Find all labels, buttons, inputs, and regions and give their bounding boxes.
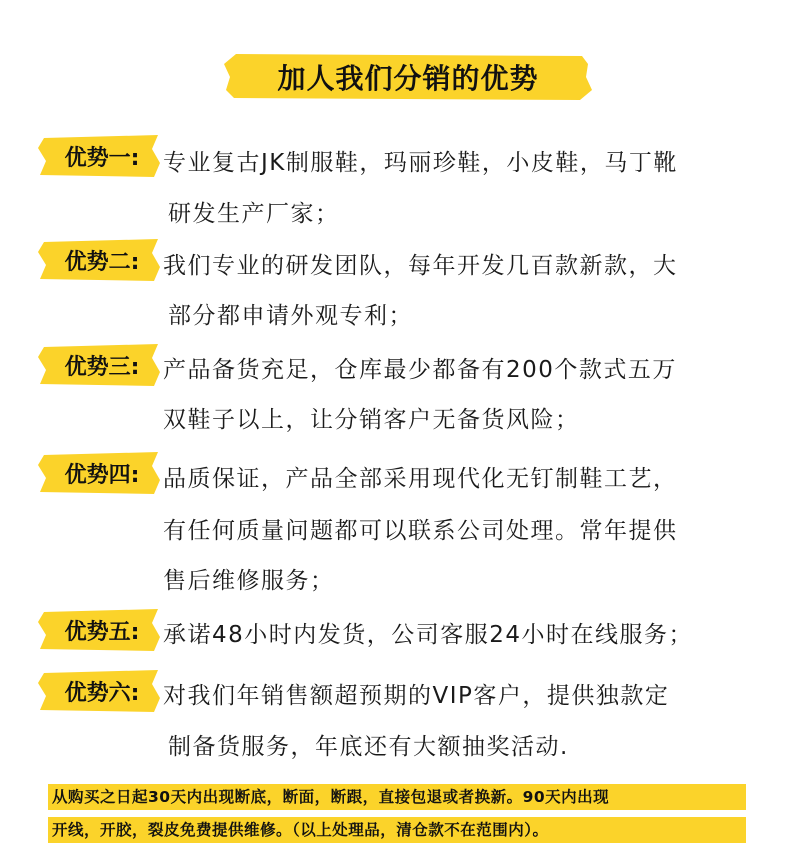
title-banner xyxy=(222,52,594,102)
advantage-tag xyxy=(38,135,162,177)
advantage-text-line: 专业复古JK制服鞋，玛丽珍鞋，小皮鞋，马丁靴 xyxy=(163,150,678,176)
advantage-tag xyxy=(38,239,162,281)
advantage-text-line: 产品备货充足，仓库最少都备有200个款式五万 xyxy=(163,357,677,383)
advantage-text-line: 部分都申请外观专利； xyxy=(168,303,413,329)
advantage-tag xyxy=(38,670,162,712)
advantage-text-line: 售后维修服务； xyxy=(163,568,335,594)
advantage-tag-label: 优势二: xyxy=(64,249,140,275)
advantage-text-line: 双鞋子以上，让分销客户无备货风险； xyxy=(163,407,580,433)
advantage-tag xyxy=(38,344,162,386)
advantage-tag xyxy=(38,452,162,494)
advantage-text-line: 对我们年销售额超预期的VIP客户，提供独款定 xyxy=(163,683,670,709)
advantage-text-line: 承诺48小时内发货，公司客服24小时在线服务； xyxy=(163,622,694,648)
warranty-note-line: 开线，开胶，裂皮免费提供维修。（以上处理品，清仓款不在范围内）。 xyxy=(48,817,746,843)
advantage-tag-label: 优势一: xyxy=(64,145,140,171)
warranty-note-line: 从购买之日起30天内出现断底，断面，断跟，直接包退或者换新。90天内出现 xyxy=(48,784,746,810)
advantage-text-line: 有任何质量问题都可以联系公司处理。常年提供 xyxy=(163,518,678,544)
advantage-text-line: 我们专业的研发团队，每年开发几百款新款，大 xyxy=(163,253,678,279)
advantage-tag xyxy=(38,609,162,651)
advantage-text-line: 品质保证，产品全部采用现代化无钉制鞋工艺， xyxy=(163,466,678,492)
advantage-text-line: 研发生产厂家； xyxy=(168,201,340,227)
advantage-tag-label: 优势五: xyxy=(64,619,140,645)
advantage-tag-label: 优势四: xyxy=(64,462,140,488)
advantage-text-line: 制备货服务，年底还有大额抽奖活动. xyxy=(168,734,569,760)
page-title: 加人我们分销的优势 xyxy=(277,62,539,95)
advantage-tag-label: 优势三: xyxy=(64,354,140,380)
advantage-tag-label: 优势六: xyxy=(64,680,140,706)
